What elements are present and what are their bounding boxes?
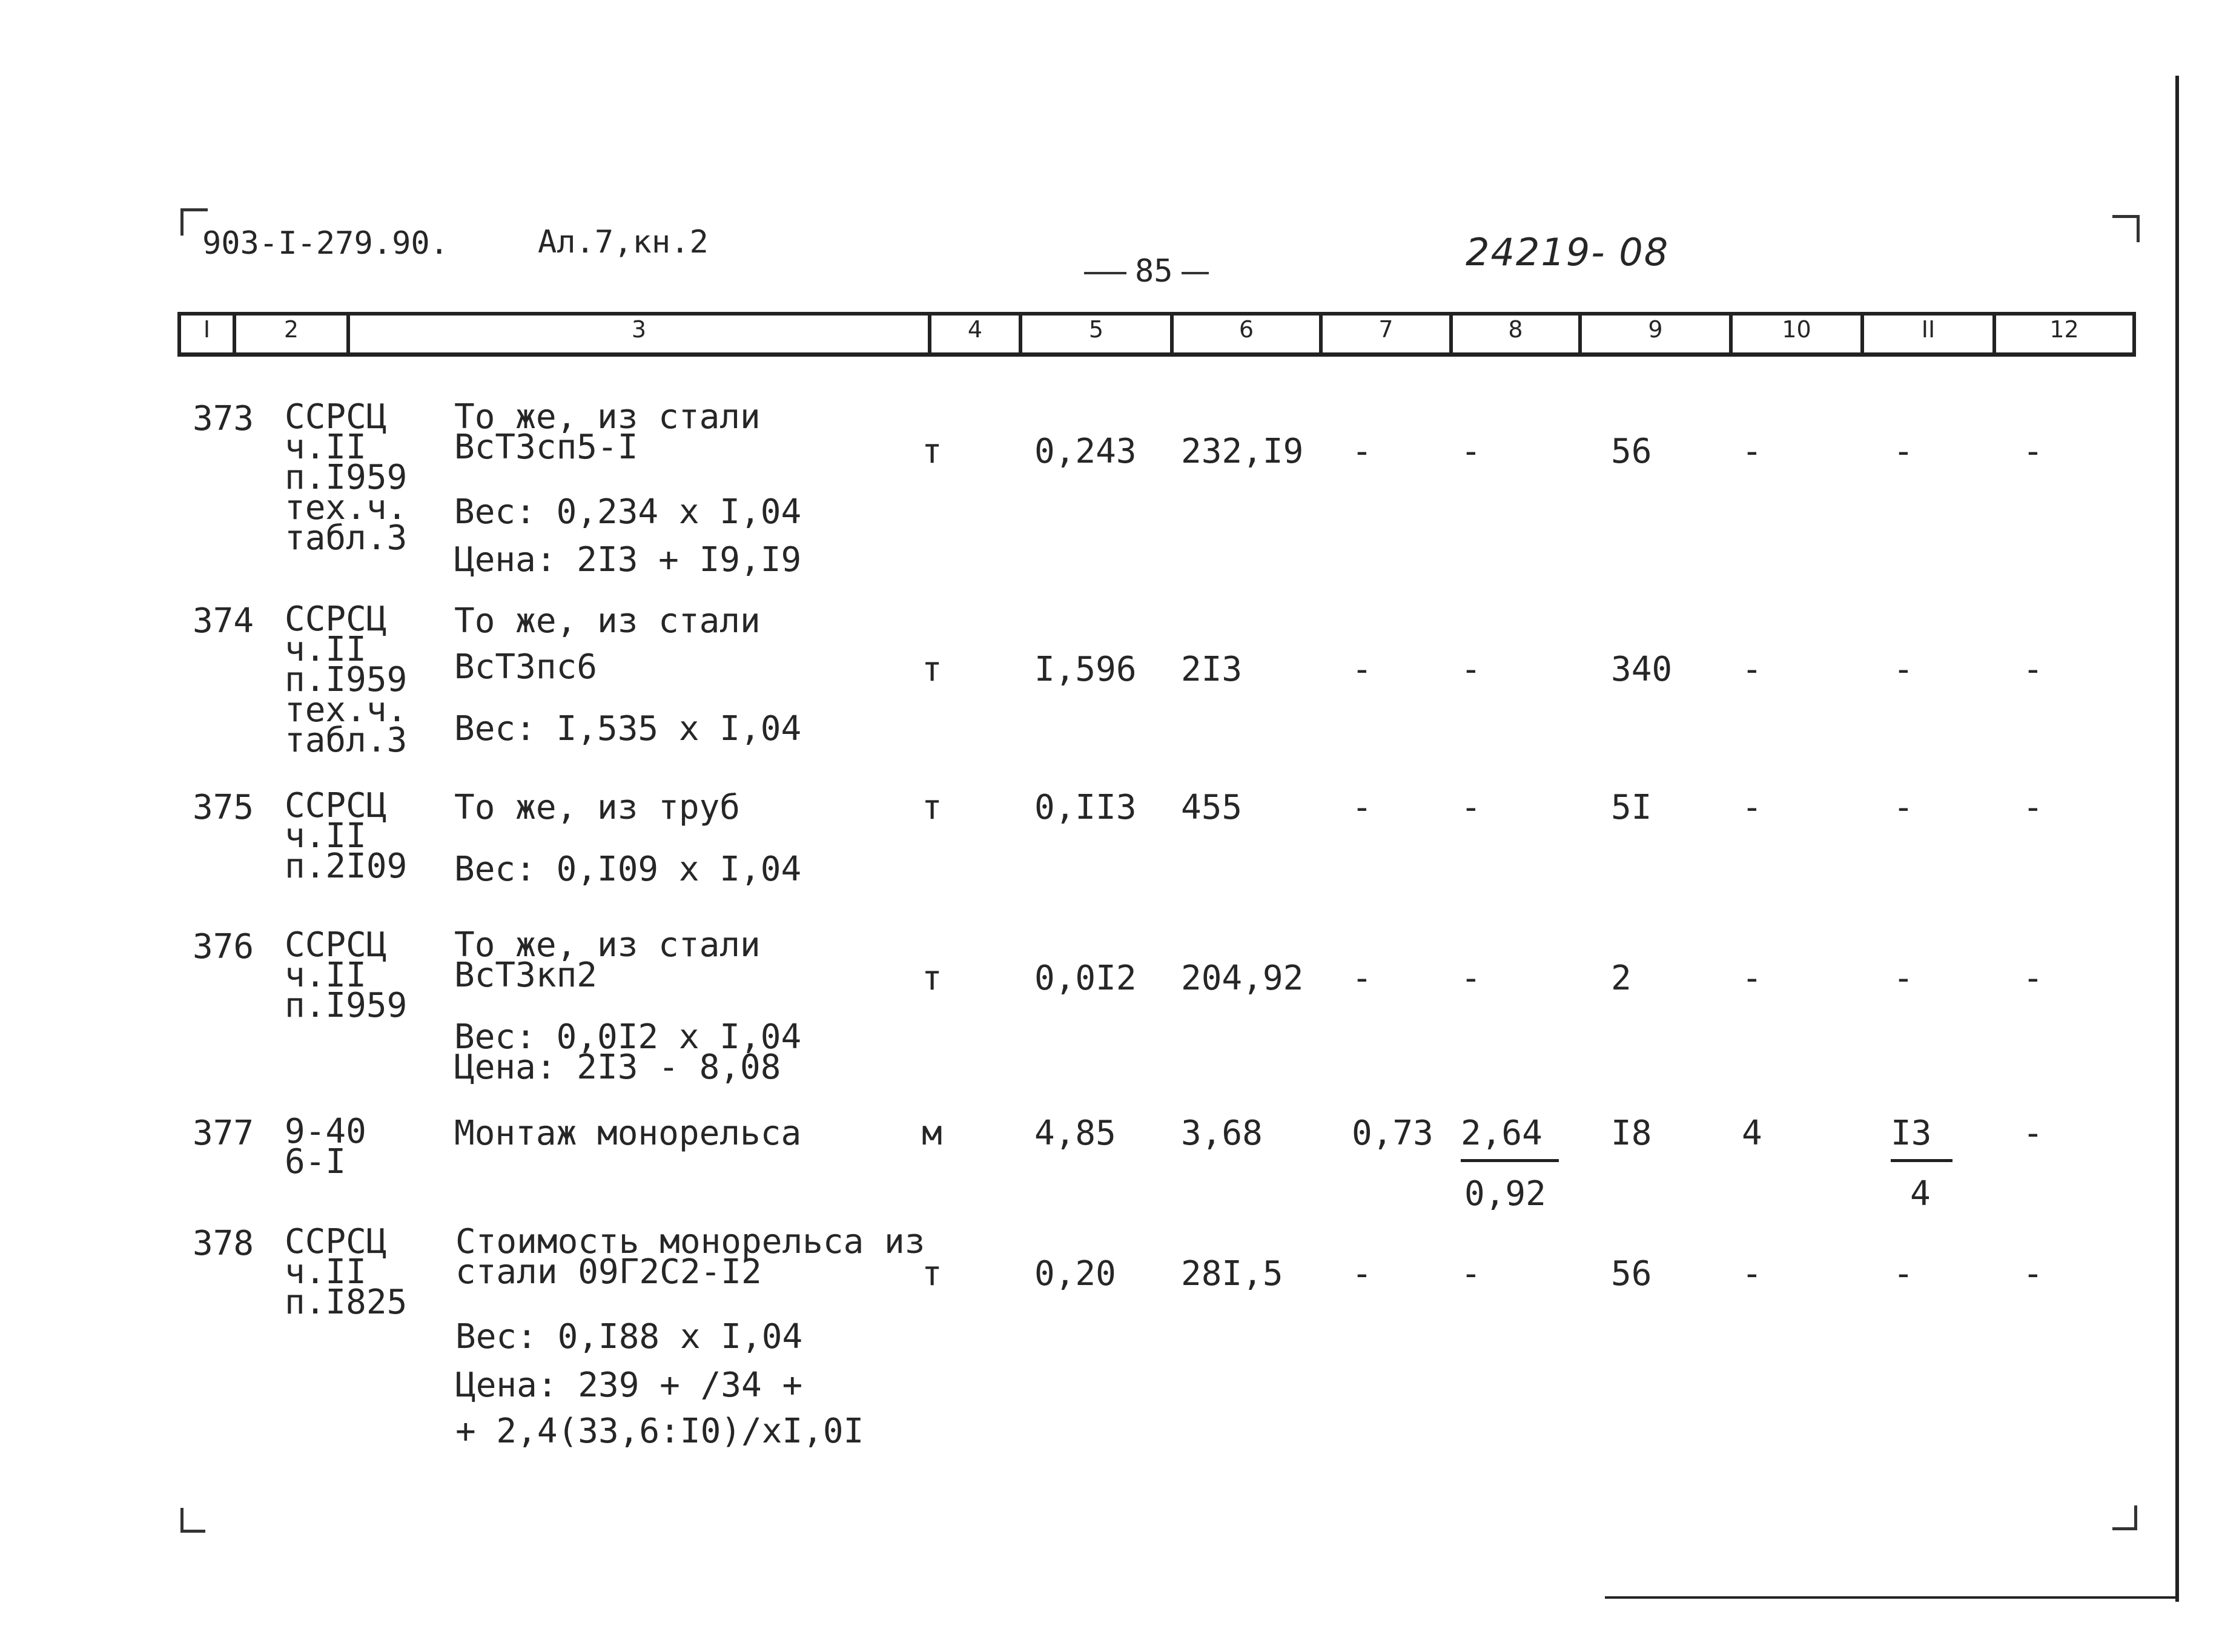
row-col11: - [1893, 788, 1914, 827]
row-weight: Вес: 0,I88 х I,04 [455, 1317, 803, 1356]
row-weight: Вес: I,535 х I,04 [454, 709, 802, 748]
source-line: ССРСЦ [285, 397, 387, 437]
row-weight: Вес: 0,234 х I,04 [454, 492, 802, 532]
description-line: ВсТ3пс6 [454, 647, 598, 687]
row-col11: - [1893, 1254, 1914, 1294]
row-weight: Вес: 0,I09 х I,04 [454, 850, 802, 889]
row-col12: - [2023, 788, 2043, 827]
column-number-9: 9 [1648, 316, 1663, 343]
row-number: 378 [193, 1224, 254, 1263]
row-number: 375 [193, 788, 254, 827]
row-unit: т [922, 1254, 942, 1294]
source-line: ССРСЦ [285, 786, 387, 825]
source-line: тех.ч. [285, 488, 408, 527]
row-col7: 0,73 [1352, 1114, 1433, 1153]
row-description [455, 1222, 925, 1292]
row-col5: 0,II3 [1034, 788, 1137, 827]
row-col6: 2I3 [1181, 650, 1243, 689]
source-line: ч.II [285, 630, 366, 669]
row-number: 373 [193, 399, 254, 438]
corner-mark-bottom-right [2112, 1505, 2137, 1530]
column-number-1: I [203, 316, 211, 343]
column-number-8: 8 [1508, 316, 1523, 343]
row-source [285, 1222, 408, 1322]
row-col7: - [1352, 432, 1372, 471]
page-number [1084, 253, 1209, 289]
row-col12: - [2023, 1254, 2043, 1294]
source-line: ч.II [285, 816, 366, 856]
row-col7: - [1352, 650, 1372, 689]
row-col7: - [1352, 788, 1372, 827]
row-col8: - [1461, 432, 1481, 471]
description-line: стали 09Г2С2-I2 [455, 1252, 762, 1292]
source-line: п.2I09 [285, 847, 408, 886]
source-line: табл.3 [285, 518, 408, 558]
row-col5: 0,243 [1034, 432, 1137, 471]
handwritten-code: 24219- 08 [1466, 230, 1670, 274]
col8-fraction-bar [1461, 1159, 1559, 1162]
source-line: ССРСЦ [285, 925, 387, 965]
row-col7: - [1352, 1254, 1372, 1294]
row-col9: 2 [1611, 959, 1632, 998]
row-number: 376 [193, 927, 254, 966]
row-col6: 232,I9 [1181, 432, 1304, 471]
row-col8: - [1461, 788, 1481, 827]
column-number-12: 12 [2049, 316, 2079, 343]
row-col10: - [1742, 959, 1762, 998]
row-unit: м [922, 1114, 942, 1153]
row-col11-bottom: 4 [1910, 1174, 1931, 1214]
row-description [454, 925, 761, 995]
album-reference: Ал.7,кн.2 [538, 224, 709, 260]
source-line: п.I825 [285, 1283, 408, 1322]
document-code: 903-I-279.90. [202, 225, 449, 262]
row-col6: 204,92 [1181, 959, 1304, 998]
corner-mark-top-right [2112, 215, 2140, 242]
description-line: То же, из труб [454, 788, 741, 827]
row-col6: 28I,5 [1181, 1254, 1283, 1294]
page-number-value: 85 [1135, 253, 1173, 289]
row-col10: - [1742, 788, 1762, 827]
row-col9: 340 [1611, 650, 1673, 689]
row-source [285, 397, 408, 558]
row-col10: - [1742, 1254, 1762, 1294]
row-col5: 4,85 [1034, 1114, 1116, 1153]
source-line: ч.II [285, 1252, 366, 1292]
row-col12: - [2023, 432, 2043, 471]
row-col12: - [2023, 959, 2043, 998]
column-number-6: 6 [1238, 316, 1254, 343]
row-col6: 455 [1181, 788, 1243, 827]
row-col6: 3,68 [1181, 1114, 1263, 1153]
source-line: ч.II [285, 956, 366, 995]
description-line: Стоимость монорельса из [455, 1222, 925, 1261]
row-price: Цена: 239 + /34 + [455, 1366, 803, 1405]
column-number-5: 5 [1088, 316, 1104, 343]
row-number: 374 [193, 601, 254, 641]
column-number-7: 7 [1378, 316, 1394, 343]
row-source [285, 600, 408, 760]
source-line: табл.3 [285, 721, 408, 760]
row-description [454, 397, 761, 467]
row-col5: 0,0I2 [1034, 959, 1137, 998]
source-line: 6-I [285, 1142, 346, 1181]
row-unit: т [922, 432, 942, 471]
row-col10: - [1742, 432, 1762, 471]
row-price: Цена: 2I3 - 8,08 [454, 1048, 781, 1087]
description-line: То же, из стали [454, 397, 761, 437]
column-number-3: 3 [631, 316, 647, 343]
row-source [285, 786, 408, 886]
column-number-10: 10 [1782, 316, 1811, 343]
row-col10: 4 [1742, 1114, 1762, 1153]
row-col5: 0,20 [1034, 1254, 1116, 1294]
row-weight-price [454, 1017, 802, 1087]
column-number-4: 4 [967, 316, 983, 343]
row-source [285, 925, 408, 1025]
right-edge-line [2175, 76, 2179, 1602]
row-price-continuation: + 2,4(33,6:I0)/хI,0I [455, 1412, 864, 1451]
row-col8: - [1461, 650, 1481, 689]
row-col12: - [2023, 650, 2043, 689]
row-col12: - [2023, 1114, 2043, 1153]
row-col7: - [1352, 959, 1372, 998]
description-line: Монтаж монорельса [454, 1114, 802, 1153]
corner-mark-bottom-left [180, 1508, 205, 1533]
row-col9: I8 [1611, 1114, 1652, 1153]
row-number: 377 [193, 1114, 254, 1153]
source-line: тех.ч. [285, 690, 408, 730]
row-col8-bottom: 0,92 [1464, 1174, 1546, 1214]
source-line: п.I959 [285, 986, 408, 1025]
column-number-11: II [1921, 316, 1936, 343]
row-col11-top: I3 [1891, 1114, 1932, 1153]
col11-fraction-bar [1891, 1159, 1953, 1162]
row-col10: - [1742, 650, 1762, 689]
row-unit: т [922, 650, 942, 689]
description-line: То же, из стали [454, 925, 761, 965]
row-col8-top: 2,64 [1461, 1114, 1543, 1153]
row-col11: - [1893, 959, 1914, 998]
row-source [285, 1112, 366, 1181]
description-line: ВсТ3кп2 [454, 956, 598, 995]
source-line: п.I959 [285, 458, 408, 497]
row-weight: Вес: 0,0I2 х I,04 [454, 1017, 802, 1057]
row-price: Цена: 2I3 + I9,I9 [454, 540, 802, 580]
source-line: п.I959 [285, 660, 408, 699]
row-unit: т [922, 788, 942, 827]
source-line: 9-40 [285, 1112, 366, 1151]
source-line: ч.II [285, 428, 366, 467]
row-col9: 56 [1611, 432, 1652, 471]
description-line: ВсТ3сп5-I [454, 428, 638, 467]
row-unit: т [922, 959, 942, 998]
source-line: ССРСЦ [285, 600, 387, 639]
row-col9: 5I [1611, 788, 1652, 827]
row-col11: - [1893, 432, 1914, 471]
column-number-2: 2 [283, 316, 299, 343]
bottom-edge-line [1605, 1596, 2177, 1599]
row-col8: - [1461, 959, 1481, 998]
row-col9: 56 [1611, 1254, 1652, 1294]
row-col8: - [1461, 1254, 1481, 1294]
source-line: ССРСЦ [285, 1222, 387, 1261]
row-col5: I,596 [1034, 650, 1137, 689]
row-col11: - [1893, 650, 1914, 689]
description-line: То же, из стали [454, 601, 761, 641]
